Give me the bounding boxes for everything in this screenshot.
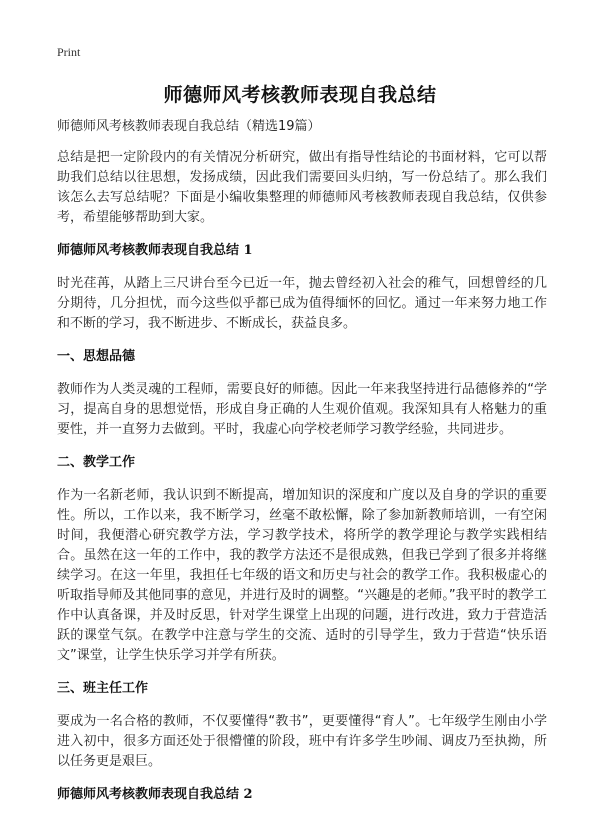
section-1-paragraph: 时光荏苒，从踏上三尺讲台至今已近一年，抛去曾经初入社会的稚气，回想曾经的几分期待，几分担忧，而今这些似乎都已成为值得缅怀的回忆。通过一年来努力地工作和不断的学习，我不断进步、不断成长，获益良多。 (57, 276, 547, 331)
print-label[interactable]: Print (57, 45, 81, 59)
subsection-ideology-heading: 一、思想品德 (57, 349, 136, 364)
section-1-heading: 师德师风考核教师表现自我总结 1 (57, 243, 253, 258)
subsection-class-teacher-paragraph: 要成为一名合格的教师，不仅要懂得“教书”，更要懂得“育人”。七年级学生刚由小学进入初中，很多方面还处于很懵懂的阶段，班中有许多学生吵闹、调皮乃至执拗，所以任务更是艰巨。 (57, 714, 547, 769)
page-title: 师德师风考核教师表现自我总结 (163, 84, 437, 106)
subsection-teaching-heading: 二、教学工作 (57, 455, 136, 470)
subsection-ideology-paragraph: 教师作为人类灵魂的工程师，需要良好的师德。因此一年来我坚持进行品德修养的“学习，提高自身的思想觉悟，形成自身正确的人生观价值观。我深知具有人格魅力的重要性，并一直努力去做到。平时，我虚心向学校老师学习教学经验，共同进步。 (57, 382, 547, 437)
subsection-class-teacher-heading: 三、班主任工作 (57, 681, 149, 696)
section-2-heading: 师德师风考核教师表现自我总结 2 (57, 787, 253, 802)
intro-paragraph: 总结是把一定阶段内的有关情况分析研究，做出有指导性结论的书面材料，它可以帮助我们总结以往思想，发扬成绩，因此我们需要回头归纳，写一份总结了。那么我们该怎么去写总结呢？下面是小编收集整理的师德师风考核教师表现自我总结，仅供参考，希望能够帮助到大家。 (57, 150, 547, 225)
document-subtitle: 师德师风考核教师表现自我总结（精选19篇） (57, 119, 321, 134)
subsection-teaching-paragraph: 作为一名新老师，我认识到不断提高，增加知识的深度和广度以及自身的学识的重要性。所以，工作以来，我不断学习，丝毫不敢松懈，除了参加新教师培训，一有空闲时间，我便潜心研究教学方法，学习教学技术，将所学的教学理论与教学实践相结合。虽然在这一年的工作中，我的教学方法还不是很成熟，但我已学到了很多并将继续学习。在这一年里，我担任七年级的语文和历史与社会的教学工作。我积极虚心的听取指导师及其他同事的意见，并进行及时的调整。“兴趣是的老师。”我平时的教学工作中认真备课，并及时反思，针对学生课堂上出现的问题，进行改进，致力于营造活跃的课堂气氛。在教学中注意与学生的交流、适时的引导学生，致力于营造“快乐语文”课堂，让学生快乐学习并学有所获。 (57, 488, 547, 663)
document-body (57, 118, 547, 818)
